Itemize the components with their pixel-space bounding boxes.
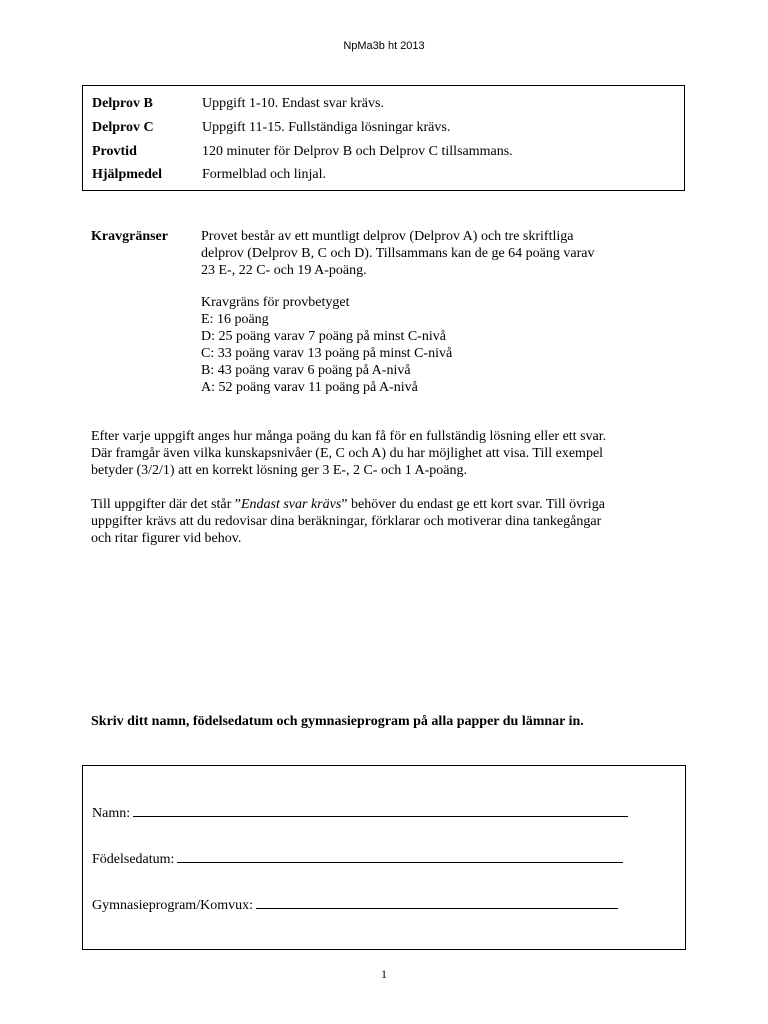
grade-line: A: 52 poäng varav 11 poäng på A-nivå	[201, 380, 418, 395]
info-value: 120 minuter för Delprov B och Delprov C tillsammans.	[202, 144, 513, 159]
points-paragraph	[91, 428, 691, 479]
info-label: Delprov C	[92, 120, 154, 135]
kravgranser-label: Kravgränser	[91, 229, 168, 244]
name-label: Namn:	[92, 806, 131, 821]
info-value: Uppgift 11-15. Fullständiga lösningar krävs.	[202, 120, 451, 135]
student-info-form	[82, 765, 686, 950]
paragraph-line: och ritar figurer vid behov.	[91, 531, 242, 546]
paragraph-emphasis: Endast svar krävs	[240, 497, 342, 512]
kravgranser-intro	[201, 228, 681, 279]
intro-line: delprov (Delprov B, C och D). Tillsammans kan de ge 64 poäng varav	[201, 246, 595, 261]
info-value: Uppgift 1-10. Endast svar krävs.	[202, 96, 384, 111]
birthdate-field[interactable]	[177, 848, 623, 863]
program-field[interactable]	[256, 894, 618, 909]
paragraph-line: Där framgår även vilka kunskapsnivåer (E, C och A) du har möjlighet att visa. Till exempel	[91, 446, 604, 461]
grades-title: Kravgräns för provbetyget	[201, 295, 350, 310]
birthdate-label: Födelsedatum:	[92, 852, 175, 867]
paragraph-line	[91, 496, 691, 513]
paragraph-line: Efter varje uppgift anges hur många poäng du kan få för en fullständig lösning eller ett svar.	[91, 429, 607, 444]
intro-line: 23 E-, 22 C- och 19 A-poäng.	[201, 263, 367, 278]
paragraph-line: betyder (3/2/1) att en korrekt lösning ger 3 E-, 2 C- och 1 A-poäng.	[91, 463, 467, 478]
info-label: Provtid	[92, 144, 137, 159]
grade-line: B: 43 poäng varav 6 poäng på A-nivå	[201, 363, 411, 378]
intro-line: Provet består av ett muntligt delprov (Delprov A) och tre skriftliga	[201, 229, 574, 244]
paragraph-line: uppgifter krävs att du redovisar dina beräkningar, förklarar och motiverar dina tankegångar	[91, 514, 602, 529]
answer-paragraph	[91, 496, 691, 547]
info-label: Delprov B	[92, 96, 153, 111]
paragraph-text: ” behöver du endast ge ett kort svar. Till övriga	[341, 497, 605, 512]
program-row	[92, 894, 618, 914]
page-header: NpMa3b ht 2013	[343, 40, 425, 52]
info-value: Formelblad och linjal.	[202, 167, 327, 182]
page-number: 1	[381, 967, 387, 981]
paragraph-text: Till uppgifter där det står ”	[91, 497, 241, 512]
instruction-text: Skriv ditt namn, födelsedatum och gymnasieprogram på alla papper du lämnar in.	[91, 714, 584, 729]
program-label: Gymnasieprogram/Komvux:	[92, 898, 253, 913]
grade-line: E: 16 poäng	[201, 312, 269, 327]
birthdate-row	[92, 848, 623, 868]
grade-requirements	[201, 294, 681, 396]
name-field[interactable]	[133, 802, 628, 817]
info-label: Hjälpmedel	[92, 167, 162, 182]
exam-info-box	[82, 85, 685, 191]
grade-line: D: 25 poäng varav 7 poäng på minst C-nivå	[201, 329, 446, 344]
name-row	[92, 802, 628, 822]
grade-line: C: 33 poäng varav 13 poäng på minst C-nivå	[201, 346, 453, 361]
